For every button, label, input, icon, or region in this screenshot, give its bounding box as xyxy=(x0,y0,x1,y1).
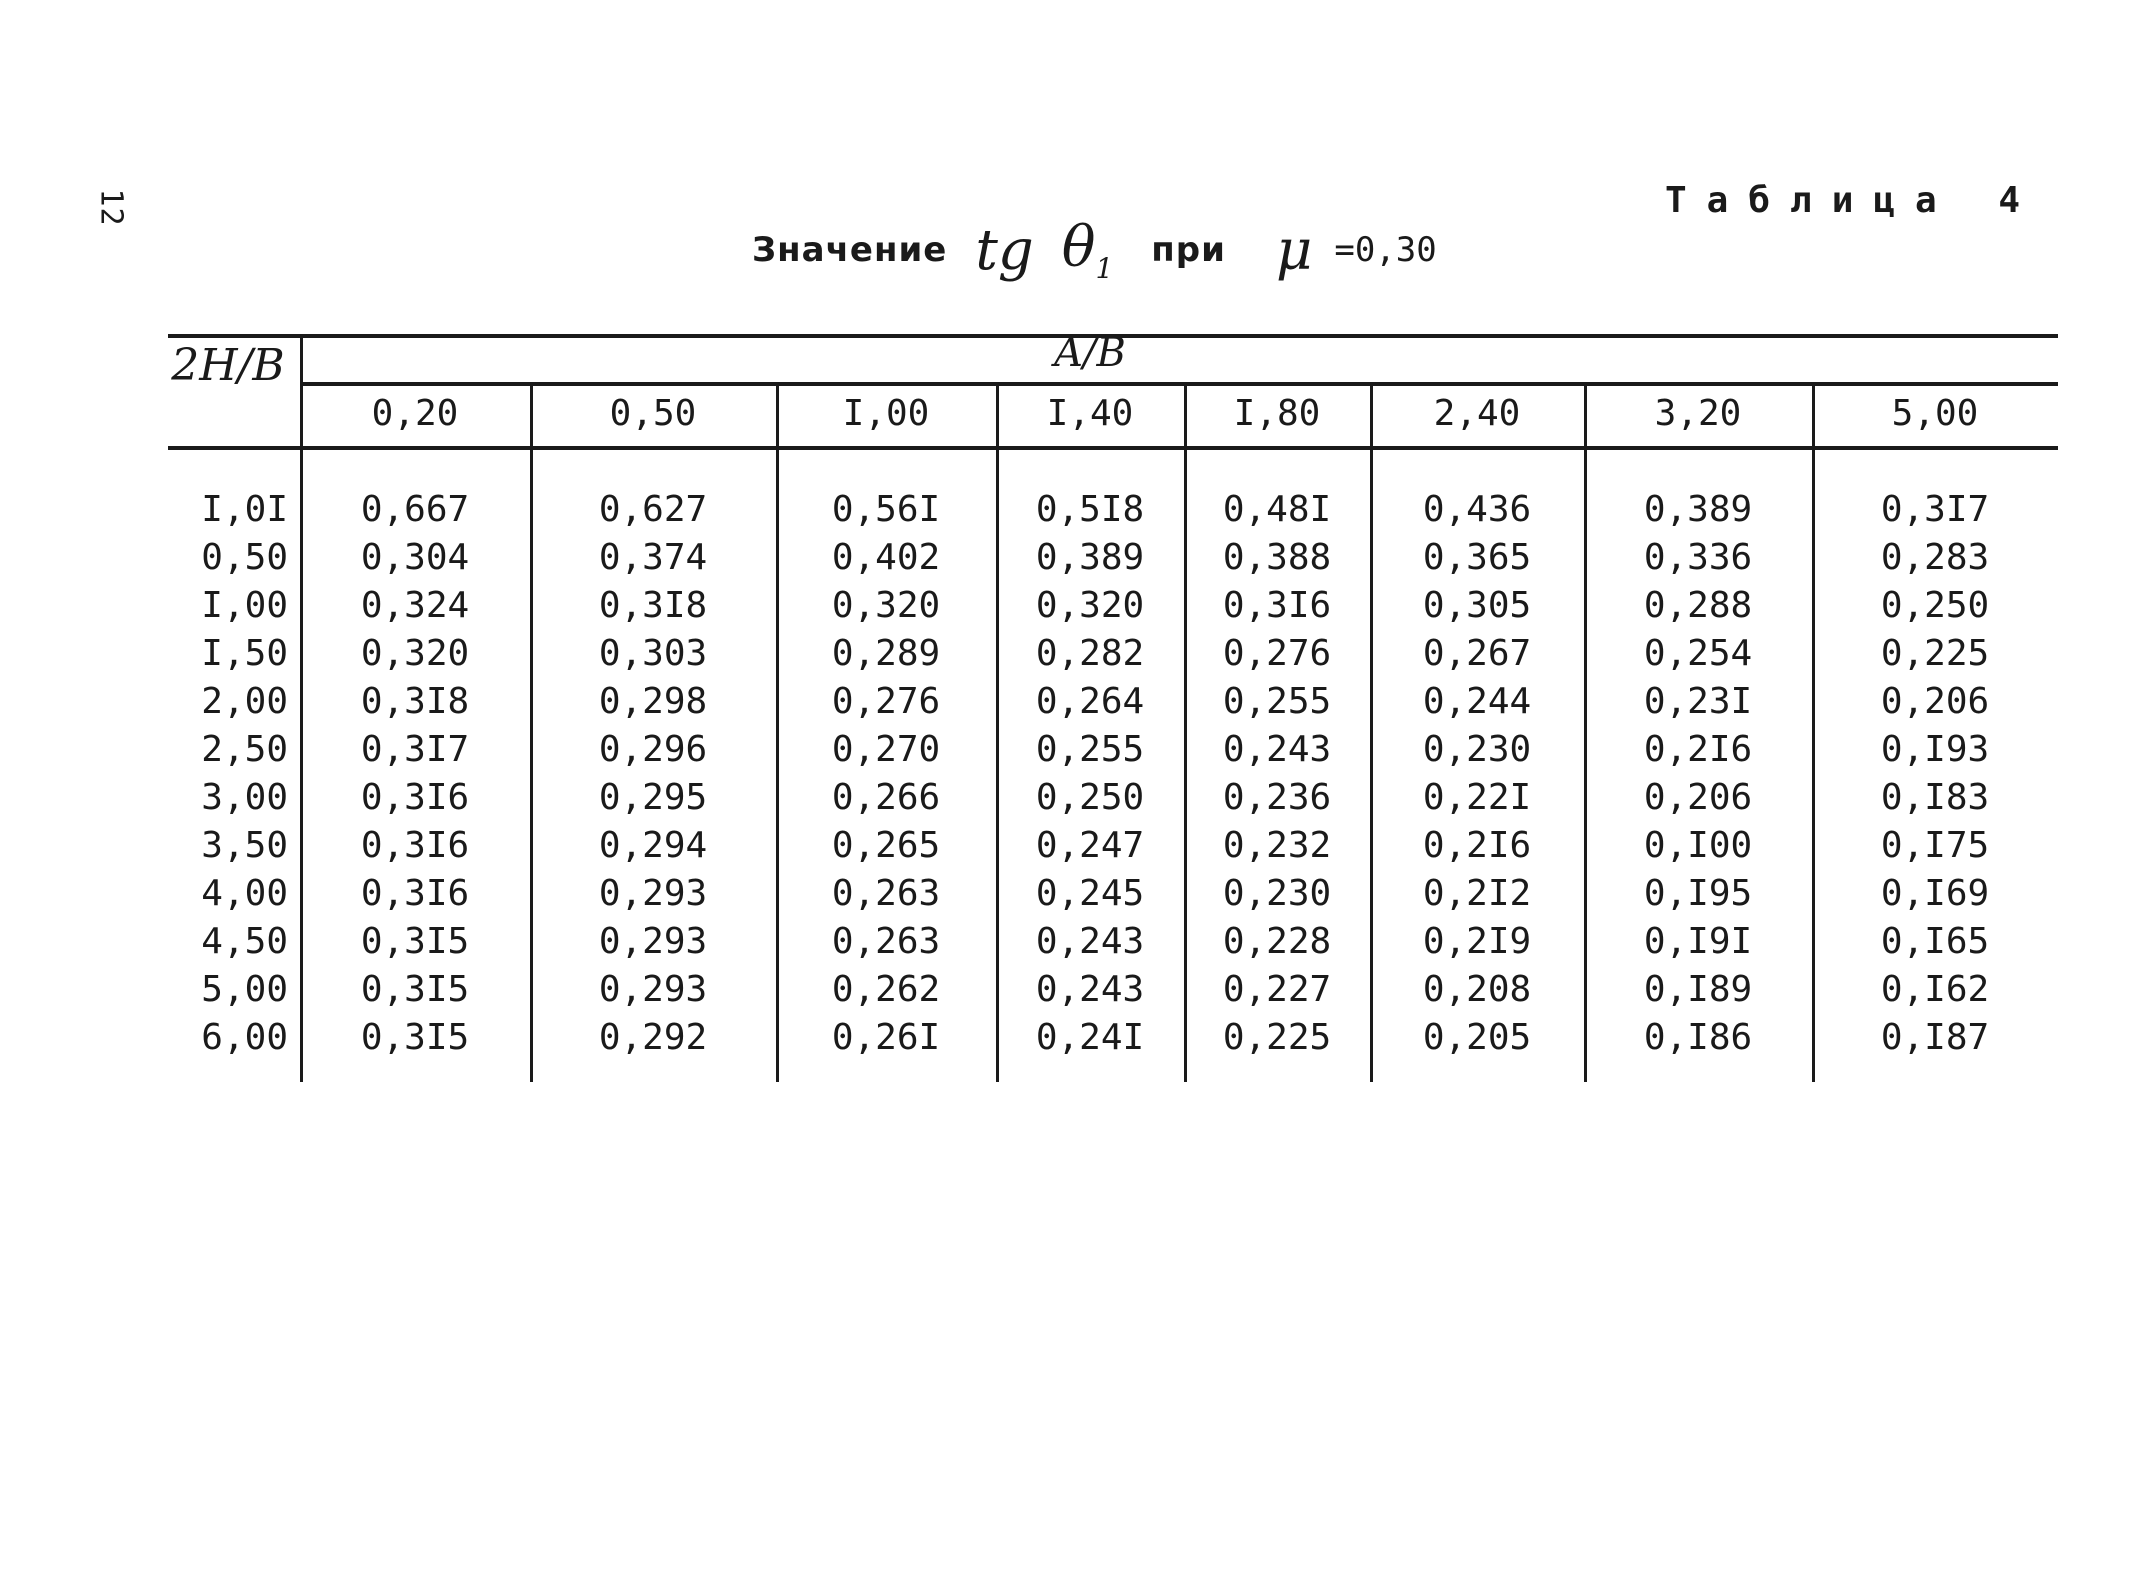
table-cell: 0,283 xyxy=(1880,537,1990,578)
table-cell: 0,56I xyxy=(831,489,941,530)
row-label: 3,00 xyxy=(201,777,288,818)
table-cell: 0,3I7 xyxy=(1880,489,1990,530)
table-cell: 0,282 xyxy=(1035,633,1145,674)
group-header-rule xyxy=(300,382,2058,386)
column-header: 0,20 xyxy=(371,393,459,434)
column-header: I,80 xyxy=(1233,393,1321,434)
table-cell: 0,3I5 xyxy=(360,969,470,1010)
table-cell: 0,264 xyxy=(1035,681,1145,722)
table-cell: 0,I86 xyxy=(1643,1017,1753,1058)
table-cell: 0,3I5 xyxy=(360,1017,470,1058)
page-number: 12 xyxy=(93,188,129,227)
table-cell: 0,320 xyxy=(360,633,470,674)
table-cell: 0,3I6 xyxy=(1222,585,1332,626)
table-cell: 0,206 xyxy=(1643,777,1753,818)
table-cell: 0,276 xyxy=(1222,633,1332,674)
table-cell: 0,667 xyxy=(360,489,470,530)
table-cell: 0,267 xyxy=(1422,633,1532,674)
table-cell: 0,250 xyxy=(1035,777,1145,818)
table-cell: 0,205 xyxy=(1422,1017,1532,1058)
table-cell: 0,26I xyxy=(831,1017,941,1058)
table-cell: 0,48I xyxy=(1222,489,1332,530)
table-cell: 0,304 xyxy=(360,537,470,578)
table-label: Таблица 4 xyxy=(1665,180,2041,221)
table-cell: 0,293 xyxy=(598,969,708,1010)
column-header: 0,50 xyxy=(609,393,697,434)
row-label: I,0I xyxy=(201,489,288,530)
table-cell: 0,294 xyxy=(598,825,708,866)
column-group-header: A/B xyxy=(1054,330,1126,376)
table-cell: 0,3I6 xyxy=(360,873,470,914)
table-cell: 0,320 xyxy=(831,585,941,626)
row-label: 0,50 xyxy=(201,537,288,578)
table-cell: 0,305 xyxy=(1422,585,1532,626)
table-cell: 0,225 xyxy=(1880,633,1990,674)
table-cell: 0,3I6 xyxy=(360,825,470,866)
table-cell: 0,303 xyxy=(598,633,708,674)
table-cell: 0,I87 xyxy=(1880,1017,1990,1058)
table-cell: 0,266 xyxy=(831,777,941,818)
table-cell: 0,296 xyxy=(598,729,708,770)
table-cell: 0,288 xyxy=(1643,585,1753,626)
table-cell: 0,I69 xyxy=(1880,873,1990,914)
table-cell: 0,I93 xyxy=(1880,729,1990,770)
table-cell: 0,388 xyxy=(1222,537,1332,578)
table-cell: 0,I75 xyxy=(1880,825,1990,866)
table-cell: 0,298 xyxy=(598,681,708,722)
table-cell: 0,627 xyxy=(598,489,708,530)
table-cell: 0,247 xyxy=(1035,825,1145,866)
table-cell: 0,270 xyxy=(831,729,941,770)
table-cell: 0,3I6 xyxy=(360,777,470,818)
table-cell: 0,206 xyxy=(1880,681,1990,722)
table-cell: 0,227 xyxy=(1222,969,1332,1010)
row-label: I,50 xyxy=(201,633,288,674)
table-cell: 0,230 xyxy=(1422,729,1532,770)
table-cell: 0,232 xyxy=(1222,825,1332,866)
table-cell: 0,2I2 xyxy=(1422,873,1532,914)
table-cell: 0,265 xyxy=(831,825,941,866)
title-tg-symbol: tg xyxy=(975,217,1034,283)
row-label: 3,50 xyxy=(201,825,288,866)
table-cell: 0,I95 xyxy=(1643,873,1753,914)
table-cell: 0,336 xyxy=(1643,537,1753,578)
column-header-rule xyxy=(168,446,2058,450)
table-cell: 0,I83 xyxy=(1880,777,1990,818)
row-label: 4,50 xyxy=(201,921,288,962)
table-cell: 0,389 xyxy=(1035,537,1145,578)
row-label: 2,00 xyxy=(201,681,288,722)
table-cell: 0,250 xyxy=(1880,585,1990,626)
table-cell: 0,2I6 xyxy=(1422,825,1532,866)
row-label: 4,00 xyxy=(201,873,288,914)
table-cell: 0,5I8 xyxy=(1035,489,1145,530)
table-cell: 0,I9I xyxy=(1643,921,1753,962)
column-header: 3,20 xyxy=(1654,393,1742,434)
table-cell: 0,I62 xyxy=(1880,969,1990,1010)
title-mu-symbol: μ xyxy=(1275,217,1313,283)
table-cell: 0,289 xyxy=(831,633,941,674)
title-theta-symbol xyxy=(1062,215,1114,285)
table-cell: 0,2I9 xyxy=(1422,921,1532,962)
table-cell: 0,230 xyxy=(1222,873,1332,914)
table-title xyxy=(752,205,1437,295)
table-cell: 0,293 xyxy=(598,873,708,914)
table-cell: 0,263 xyxy=(831,873,941,914)
table-cell: 0,402 xyxy=(831,537,941,578)
table-cell: 0,243 xyxy=(1222,729,1332,770)
table-cell: 0,225 xyxy=(1222,1017,1332,1058)
row-label: 5,00 xyxy=(201,969,288,1010)
table-cell: 0,262 xyxy=(831,969,941,1010)
table-cell: 0,254 xyxy=(1643,633,1753,674)
table-cell: 0,255 xyxy=(1222,681,1332,722)
row-label: 2,50 xyxy=(201,729,288,770)
table-cell: 0,244 xyxy=(1422,681,1532,722)
table-cell: 0,293 xyxy=(598,921,708,962)
table-cell: 0,320 xyxy=(1035,585,1145,626)
table-cell: 0,365 xyxy=(1422,537,1532,578)
column-header: 2,40 xyxy=(1433,393,1521,434)
row-header-label: 2H/B xyxy=(171,340,285,391)
table-cell: 0,243 xyxy=(1035,969,1145,1010)
table-cell: 0,3I8 xyxy=(360,681,470,722)
column-header: I,00 xyxy=(842,393,930,434)
table-cell: 0,245 xyxy=(1035,873,1145,914)
table-cell: 0,I00 xyxy=(1643,825,1753,866)
table-cell: 0,3I7 xyxy=(360,729,470,770)
table-cell: 0,22I xyxy=(1422,777,1532,818)
row-label: I,00 xyxy=(201,585,288,626)
table-cell: 0,263 xyxy=(831,921,941,962)
table-cell: 0,3I8 xyxy=(598,585,708,626)
table-cell: 0,I89 xyxy=(1643,969,1753,1010)
table-cell: 0,228 xyxy=(1222,921,1332,962)
table-cell: 0,24I xyxy=(1035,1017,1145,1058)
table-cell: 0,236 xyxy=(1222,777,1332,818)
table-cell: 0,324 xyxy=(360,585,470,626)
table-cell: 0,292 xyxy=(598,1017,708,1058)
column-header: 5,00 xyxy=(1891,393,1979,434)
table-cell: 0,23I xyxy=(1643,681,1753,722)
title-mu-value: =0,30 xyxy=(1334,230,1437,270)
table-cell: 0,436 xyxy=(1422,489,1532,530)
table-cell: 0,389 xyxy=(1643,489,1753,530)
table-cell: 0,3I5 xyxy=(360,921,470,962)
table-cell: 0,2I6 xyxy=(1643,729,1753,770)
row-label: 6,00 xyxy=(201,1017,288,1058)
table-cell: 0,255 xyxy=(1035,729,1145,770)
table-cell: 0,276 xyxy=(831,681,941,722)
title-theta-letter: θ xyxy=(1061,214,1096,280)
table-cell: 0,374 xyxy=(598,537,708,578)
table-cell: 0,243 xyxy=(1035,921,1145,962)
title-word-value: Значение xyxy=(752,230,948,270)
table-cell: 0,208 xyxy=(1422,969,1532,1010)
table-cell: 0,295 xyxy=(598,777,708,818)
title-word-at: при xyxy=(1151,230,1226,270)
column-header: I,40 xyxy=(1046,393,1134,434)
table-cell: 0,I65 xyxy=(1880,921,1990,962)
title-theta-subscript: 1 xyxy=(1095,252,1114,286)
